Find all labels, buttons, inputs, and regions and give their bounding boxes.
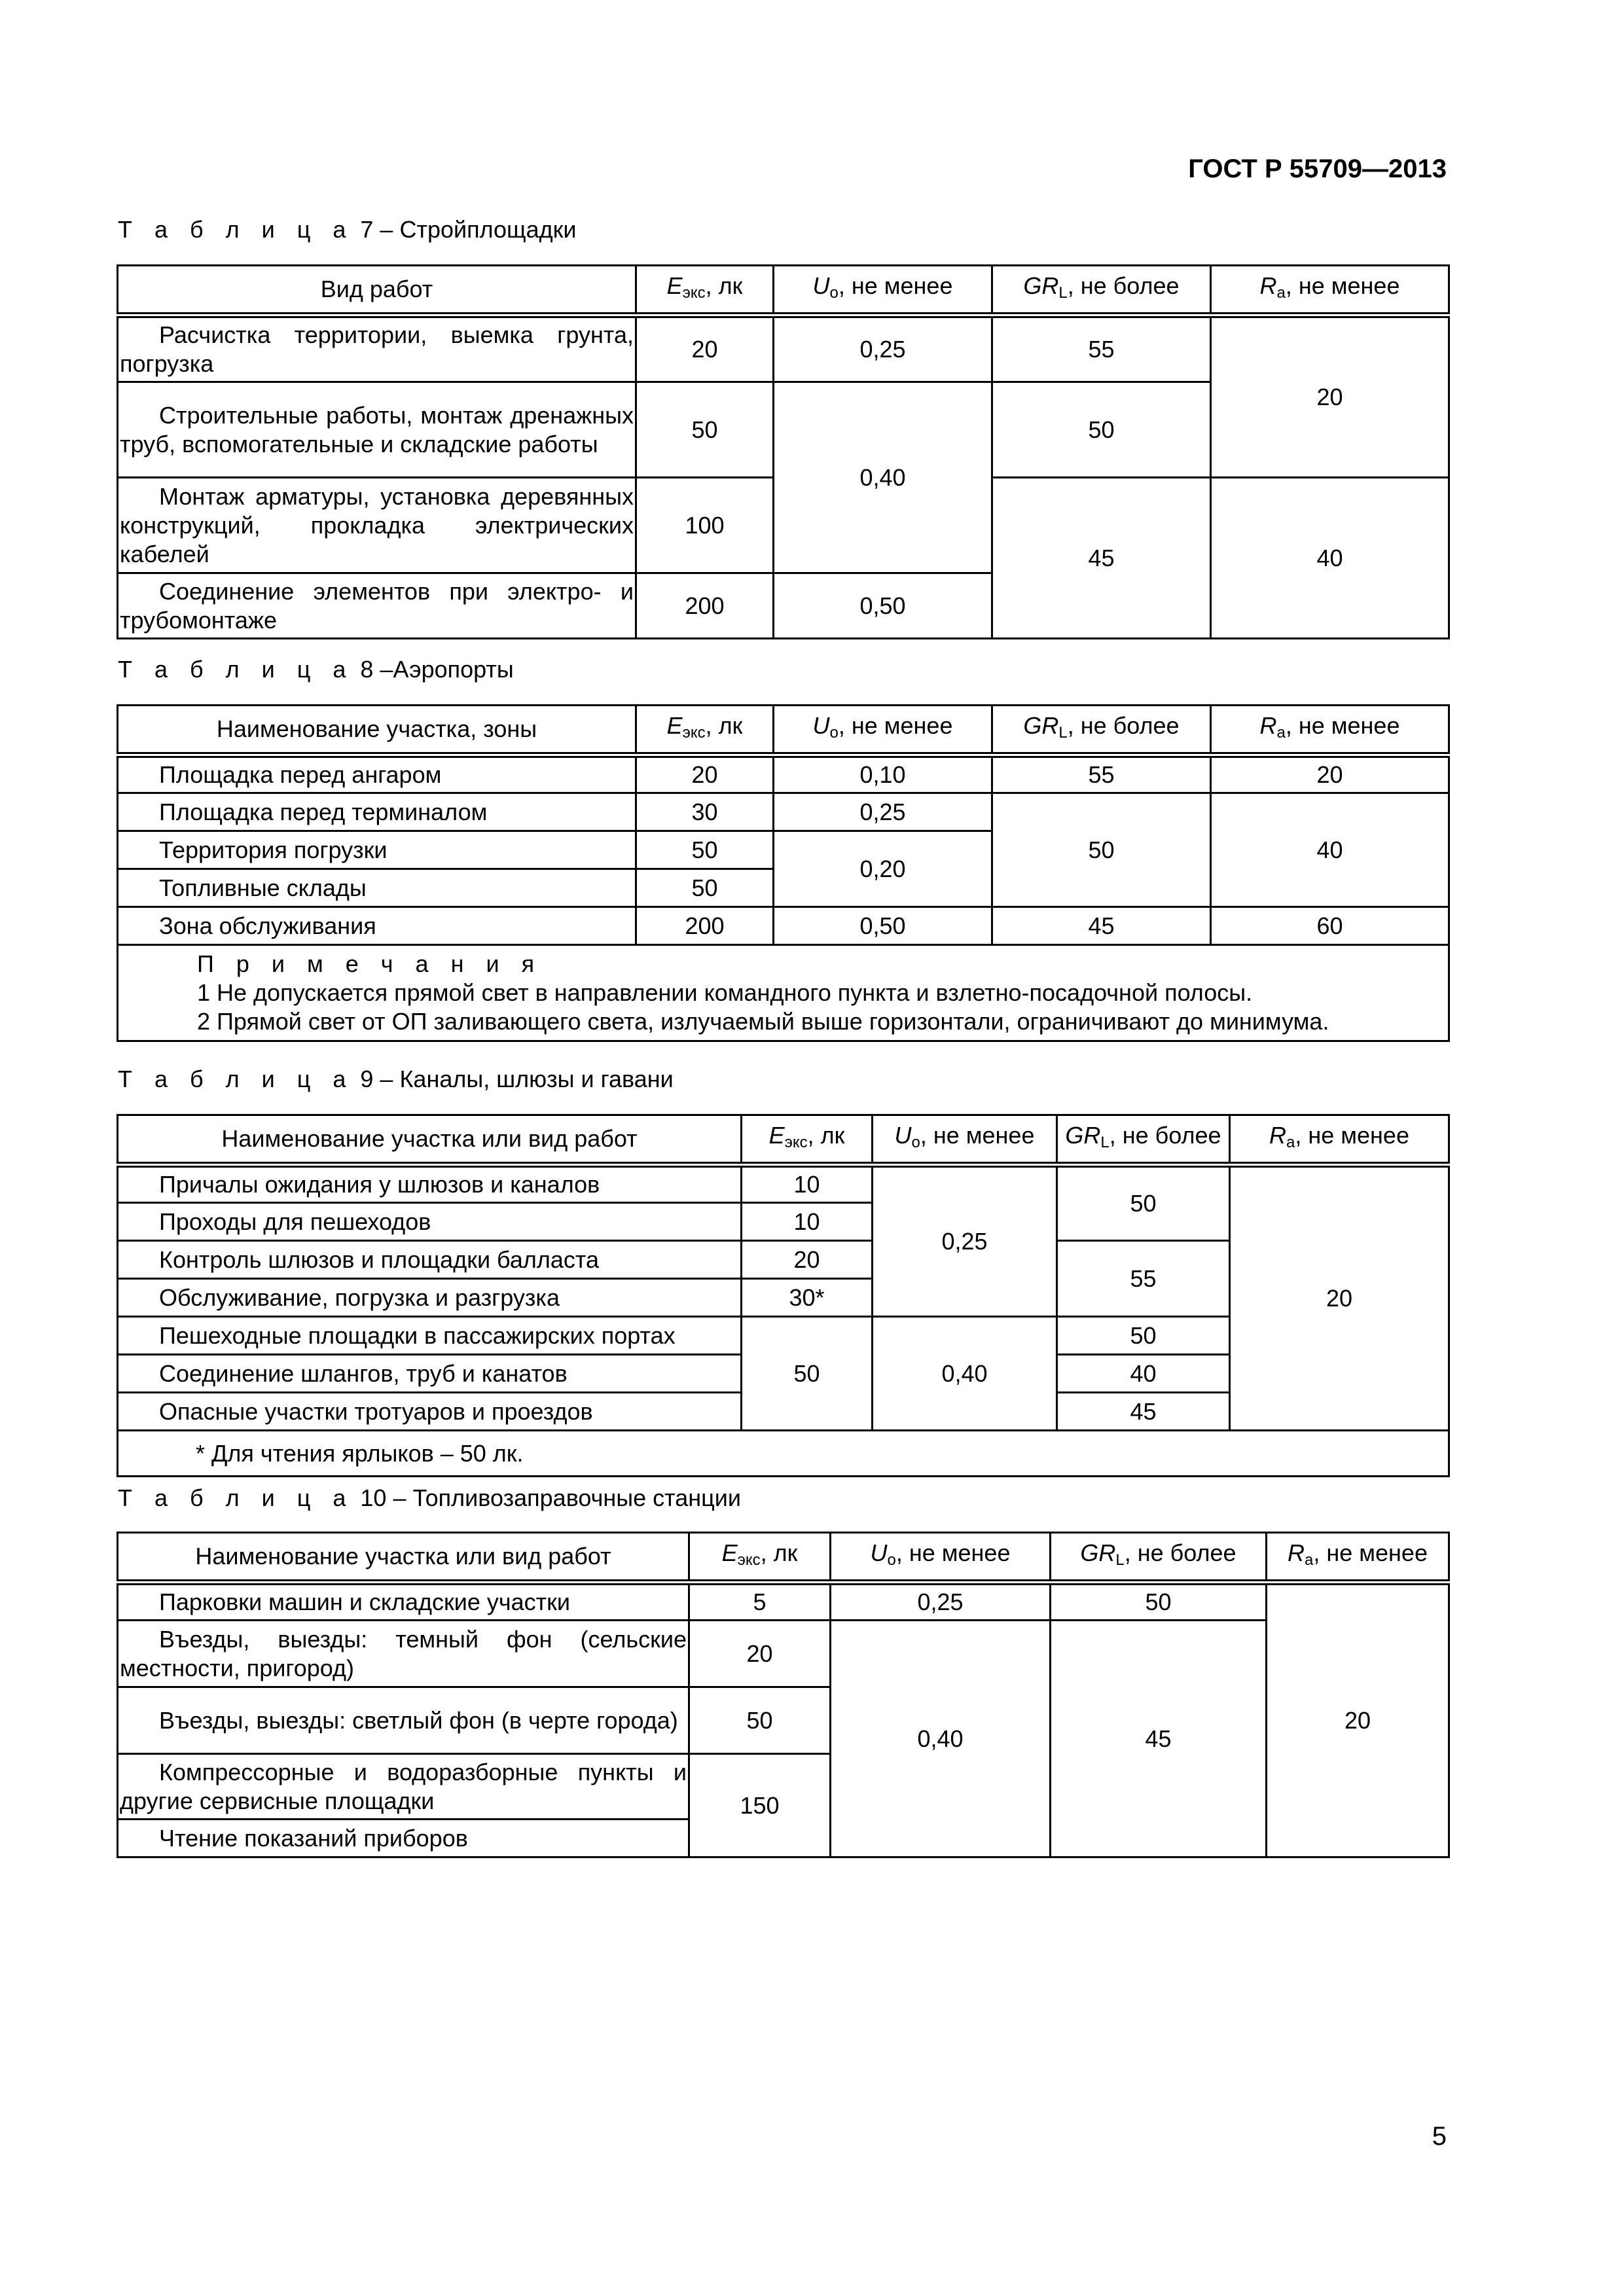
cell-work-type: Монтаж арматуры, установка деревянных конструкций, прокладка электрических кабелей [118,478,636,573]
cell-e: 50 [689,1687,831,1754]
cell-area: Въезды, выезды: светлый фон (в черте города) [118,1687,689,1754]
cell-area: Обслуживание, погрузка и разгрузка [118,1279,742,1317]
cell-e: 100 [636,478,774,573]
table-row [118,315,1449,382]
cell-e: 20 [689,1621,831,1687]
table-8 [117,704,1450,1042]
col-header-ra: $R_a$, не менее [1230,1115,1449,1165]
cell-e: 150 [689,1754,831,1857]
cell-ra: 60 [1211,907,1449,945]
cell-gr: 55 [1057,1241,1230,1317]
cell-e: 5 [689,1583,831,1621]
cell-gr: 45 [992,478,1211,639]
cell-work-type: Соединение элементов при электро- и трубомонтаже [118,573,636,639]
col-header-ra: $R_a$, не менее [1267,1533,1449,1583]
cell-e: 50 [636,869,774,907]
cell-u: 0,25 [873,1165,1057,1317]
cell-e: 50 [636,382,774,478]
table-7-caption [118,216,577,243]
cell-gr: 50 [1057,1317,1230,1355]
cell-u: 0,25 [831,1583,1051,1621]
cell-gr: 40 [1057,1355,1230,1393]
cell-u: 0,50 [774,573,992,639]
cell-ra: 40 [1211,478,1449,639]
cell-e: 20 [636,755,774,793]
caption-text: 9 – Каналы, шлюзы и гавани [353,1066,674,1092]
cell-zone: Площадка перед терминалом [118,793,636,831]
col-header-u: $U_o$, не менее [873,1115,1057,1165]
cell-gr: 50 [1051,1583,1267,1621]
cell-area: Контроль шлюзов и площадки балласта [118,1241,742,1279]
footnote-row [118,1431,1449,1477]
cell-area: Компрессорные и водоразборные пункты и другие сервисные площадки [118,1754,689,1820]
cell-area: Причалы ожидания у шлюзов и каналов [118,1165,742,1203]
cell-u: 0,20 [774,831,992,907]
col-header-zone: Наименование участка, зоны [118,706,636,755]
cell-area: Опасные участки тротуаров и проездов [118,1393,742,1431]
col-header-u: $U_o$, не менее [831,1533,1051,1583]
cell-gr: 50 [1057,1165,1230,1241]
cell-e: 50 [742,1317,873,1431]
col-header-gr: $GR_L$, не более [1051,1533,1267,1583]
col-header-ra: $R_a$, не менее [1211,266,1449,315]
cell-gr: 55 [992,315,1211,382]
table-9 [117,1114,1450,1477]
cell-work-type: Расчистка территории, выемка грунта, погрузка [118,315,636,382]
cell-ra: 20 [1267,1583,1449,1857]
col-header-work-type: Вид работ [118,266,636,315]
cell-gr: 55 [992,755,1211,793]
caption-text: 7 – Стройплощадки [353,216,577,243]
cell-e: 10 [742,1165,873,1203]
col-header-gr: $GR_L$, не более [992,266,1211,315]
caption-label: Т а б л и ц а [118,656,354,683]
cell-e: 20 [636,315,774,382]
cell-area: Соединение шлангов, труб и канатов [118,1355,742,1393]
cell-ra: 40 [1211,793,1449,907]
cell-u: 0,25 [774,315,992,382]
cell-ra: 20 [1211,755,1449,793]
table-row [118,1583,1449,1621]
notes-header: П р и м е ч а н и я [197,950,543,977]
document-code: ГОСТ Р 55709—2013 [1188,154,1447,183]
table-row [118,907,1449,945]
table-9-caption [118,1066,674,1093]
cell-e: 30* [742,1279,873,1317]
cell-u: 0,40 [873,1317,1057,1431]
cell-u: 0,40 [774,382,992,573]
caption-label: Т а б л и ц а [118,216,354,243]
table-row [118,1621,1449,1687]
cell-zone: Зона обслуживания [118,907,636,945]
cell-gr: 50 [992,382,1211,478]
col-header-area: Наименование участка или вид работ [118,1115,742,1165]
cell-e: 20 [742,1241,873,1279]
cell-e: 200 [636,907,774,945]
table-row [118,1165,1449,1203]
col-header-area: Наименование участка или вид работ [118,1533,689,1583]
col-header-e: $E_{экс}$, лк [689,1533,831,1583]
cell-ra: 20 [1230,1165,1449,1431]
cell-e: 50 [636,831,774,869]
note-2: 2 Прямой свет от ОП заливающего света, излучаемый выше горизонтали, ограничивают до минимума. [197,1008,1329,1035]
cell-area: Въезды, выезды: темный фон (сельские местности, пригород) [118,1621,689,1687]
cell-u: 0,50 [774,907,992,945]
footnote-cell: * Для чтения ярлыков – 50 лк. [118,1431,1449,1477]
cell-area: Проходы для пешеходов [118,1203,742,1241]
cell-work-type: Строительные работы, монтаж дренажных труб, вспомогательные и складские работы [118,382,636,478]
col-header-ra: $R_a$, не менее [1211,706,1449,755]
col-header-e: $E_{экс}$, лк [636,706,774,755]
cell-zone: Площадка перед ангаром [118,755,636,793]
table-10 [117,1532,1450,1858]
cell-gr: 50 [992,793,1211,907]
cell-gr: 45 [1057,1393,1230,1431]
cell-zone: Территория погрузки [118,831,636,869]
cell-area: Парковки машин и складские участки [118,1583,689,1621]
caption-label: Т а б л и ц а [118,1066,354,1092]
table-row [118,793,1449,831]
cell-u: 0,40 [831,1621,1051,1857]
table-8-caption [118,656,514,683]
caption-text: 10 – Топливозаправочные станции [353,1484,741,1511]
cell-ra: 20 [1211,315,1449,478]
col-header-u: $U_o$, не менее [774,266,992,315]
cell-gr: 45 [1051,1621,1267,1857]
col-header-e: $E_{экс}$, лк [742,1115,873,1165]
cell-e: 30 [636,793,774,831]
col-header-gr: $GR_L$, не более [992,706,1211,755]
cell-area: Чтение показаний приборов [118,1820,689,1857]
table-row [118,755,1449,793]
cell-e: 200 [636,573,774,639]
note-1: 1 Не допускается прямой свет в направлении командного пункта и взлетно-посадочной полосы. [197,979,1253,1006]
cell-gr: 45 [992,907,1211,945]
notes-cell [118,945,1449,1041]
cell-zone: Топливные склады [118,869,636,907]
cell-area: Пешеходные площадки в пассажирских портах [118,1317,742,1355]
cell-u: 0,10 [774,755,992,793]
page-number: 5 [1432,2122,1447,2151]
notes-row [118,945,1449,1041]
caption-text: 8 –Аэропорты [353,656,514,683]
caption-label: Т а б л и ц а [118,1484,354,1511]
col-header-u: $U_o$, не менее [774,706,992,755]
table-10-caption [118,1484,741,1512]
table-7 [117,264,1450,639]
col-header-gr: $GR_L$, не более [1057,1115,1230,1165]
cell-e: 10 [742,1203,873,1241]
col-header-e: $E_{экс}$, лк [636,266,774,315]
cell-u: 0,25 [774,793,992,831]
